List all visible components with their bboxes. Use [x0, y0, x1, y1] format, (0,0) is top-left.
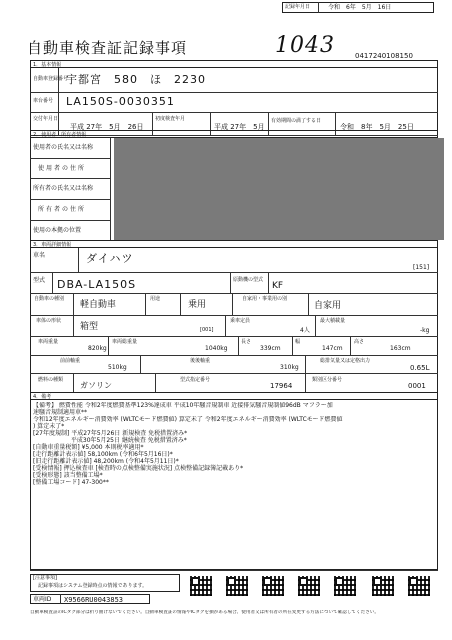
kind-label: 自動車の種別 [34, 296, 65, 302]
model-label: 型式 [33, 277, 46, 284]
notice-header: [注意事項] [33, 575, 57, 581]
expiry-label: 有効期間の満了する日 [271, 118, 322, 124]
chassis-value: LA150S-0030351 [66, 95, 175, 108]
width-label: 幅 [295, 339, 301, 345]
type-no-label: 型式指定番号 [180, 377, 211, 383]
private-label: 自家用・事業用の別 [242, 296, 288, 302]
reg-no-label: 自動車登録番号 [33, 76, 69, 82]
front-axle-label: 前前軸重 [60, 358, 81, 364]
section-vehicle-header: 3．車両詳細情報 [30, 240, 438, 248]
maker-label: 車名 [33, 252, 46, 259]
section-remarks-header: 4．備考 [30, 392, 438, 400]
weight-value: 820kg [88, 345, 107, 352]
owner-row-owner-address: 所有者の住所 [38, 206, 87, 213]
gross-value: 1040kg [205, 345, 228, 352]
remark-line: ) 算定未了* [33, 423, 65, 430]
vehicle-id-value: X9566RU0043853 [64, 596, 124, 604]
qr-code [262, 576, 284, 596]
class-no-value: 0001 [408, 382, 426, 390]
rear-axle-label: 後後軸重 [190, 358, 211, 364]
vehicle-id-label: 車両ID [33, 596, 52, 603]
issue-date-value: 平成 27年 5月 26日 [70, 123, 144, 131]
handwritten-number: 1043 [275, 33, 335, 58]
maker-code: [151] [413, 264, 430, 271]
use-label: 用途 [150, 296, 161, 302]
issue-date-label: 交付年月日 [33, 116, 59, 122]
qr-code [334, 576, 356, 596]
displacement-label: 総排気量又は定格出力 [320, 358, 371, 364]
redacted-owner-info [114, 138, 444, 240]
body-code: [001] [200, 327, 214, 333]
length-label: 長さ [241, 339, 252, 345]
page-title: 自動車検査証記録事項 [27, 39, 188, 57]
qr-code [408, 576, 430, 596]
owner-row-user-address: 使用者の住所 [38, 165, 87, 172]
section-basic-header: 1．基本情報 [30, 60, 438, 68]
width-value: 147cm [322, 345, 343, 352]
weight-label: 車両重量 [38, 339, 59, 345]
height-value: 163cm [390, 345, 411, 352]
qr-code [190, 576, 212, 596]
remark-line: [受検形態] 該当整備工場* [33, 472, 103, 479]
body-value: 箱型 [80, 322, 99, 332]
maker-value: ダイハツ [86, 252, 134, 265]
remark-line: 速騒音規制適用車** [33, 409, 88, 416]
section-owner-header: 2．使用者・所有者情報 [30, 130, 438, 138]
qr-code [226, 576, 248, 596]
maxload-label: 最大積載量 [320, 318, 346, 324]
kind-value: 軽自動車 [80, 300, 117, 310]
fuel-value: ガソリン [80, 381, 112, 390]
record-date-value: 令和 6年 5月 16日 [328, 4, 392, 11]
height-label: 高さ [354, 339, 365, 345]
remark-line: [自動車重量税額] ¥5,000 本則税率適用* [33, 444, 144, 451]
private-value: 自家用 [314, 301, 342, 311]
owner-row-owner-name: 所有者の氏名又は名称 [33, 185, 94, 192]
first-reg-value: 平成 27年 5月 [214, 123, 265, 131]
capacity-label: 乗車定員 [230, 318, 251, 324]
remark-line: 【備考】 燃費性能 令和2年度燃費基準123%達成車 平成10年騒音規制車 近接排気騒音規制値96dB マフラー加 [33, 402, 333, 409]
qr-code [372, 576, 394, 596]
qr-code [298, 576, 320, 596]
document-number: 0417240108150 [355, 52, 413, 60]
maxload-value: -kg [420, 327, 430, 334]
engine-label: 原動機の型式 [233, 277, 264, 283]
remark-line: 平成30年5月25日 継続検査 免税措置済み* [33, 437, 187, 444]
remark-line: [27年度規制] 平成27年5月26日 新規検査 免税措置済み* [33, 430, 188, 437]
remark-line: [旧走行距離計表示値] 48,200km (令和4年5月11日)* [33, 458, 179, 465]
length-value: 339cm [260, 345, 281, 352]
use-value: 乗用 [188, 300, 207, 310]
remarks-block [33, 402, 435, 486]
gross-label: 車両総重量 [112, 339, 138, 345]
remark-line: [整備工場コード] 47-300** [33, 479, 109, 486]
expiry-value: 令和 8年 5月 25日 [340, 123, 414, 131]
footer-note: 自動車検査証のICタグ部分は折り曲げないでください。自動車検査証の情報やICタグを損がある場合、使用者又は所有者の所在変更する方法について確認してください。 [30, 610, 379, 615]
remark-line: [走行距離計表示値] 58,100km (令和6年5月16日)* [33, 451, 173, 458]
engine-value: KF [272, 281, 284, 291]
remark-line: 令和12年度エネルギー消費効率 (WLTCモード燃費値) 算定未了 令和2年度エネルギー消費効率 (WLTCモード燃費値 [33, 416, 343, 423]
owner-row-base-location: 使用の本拠の位置 [33, 227, 82, 234]
owner-row-user-name: 使用者の氏名又は名称 [33, 144, 94, 151]
displacement-value: 0.65L [410, 364, 430, 372]
rear-axle-value: 310kg [280, 364, 299, 371]
class-no-label: 類別区分番号 [312, 377, 343, 383]
chassis-label: 車台番号 [33, 98, 54, 104]
reg-no-value: 宇都宮 580 ほ 2230 [66, 73, 206, 86]
capacity-value: 4人 [300, 327, 310, 334]
body-label: 車体の形状 [36, 318, 62, 324]
model-value: DBA-LA150S [57, 278, 137, 291]
front-axle-value: 510kg [108, 364, 127, 371]
first-reg-label: 初度検査年月 [155, 116, 186, 122]
type-no-value: 17964 [270, 382, 293, 390]
fuel-label: 燃料の種類 [38, 377, 64, 383]
notice-text: 記録事項はシステム登録時点の情報であります。 [38, 583, 148, 589]
record-date-label: 記録年月日 [285, 4, 311, 10]
remark-line: [受検情報] 押込検査車 [検査時の点検整備実施状況] 点検整備記録簿記載あり* [33, 465, 244, 472]
